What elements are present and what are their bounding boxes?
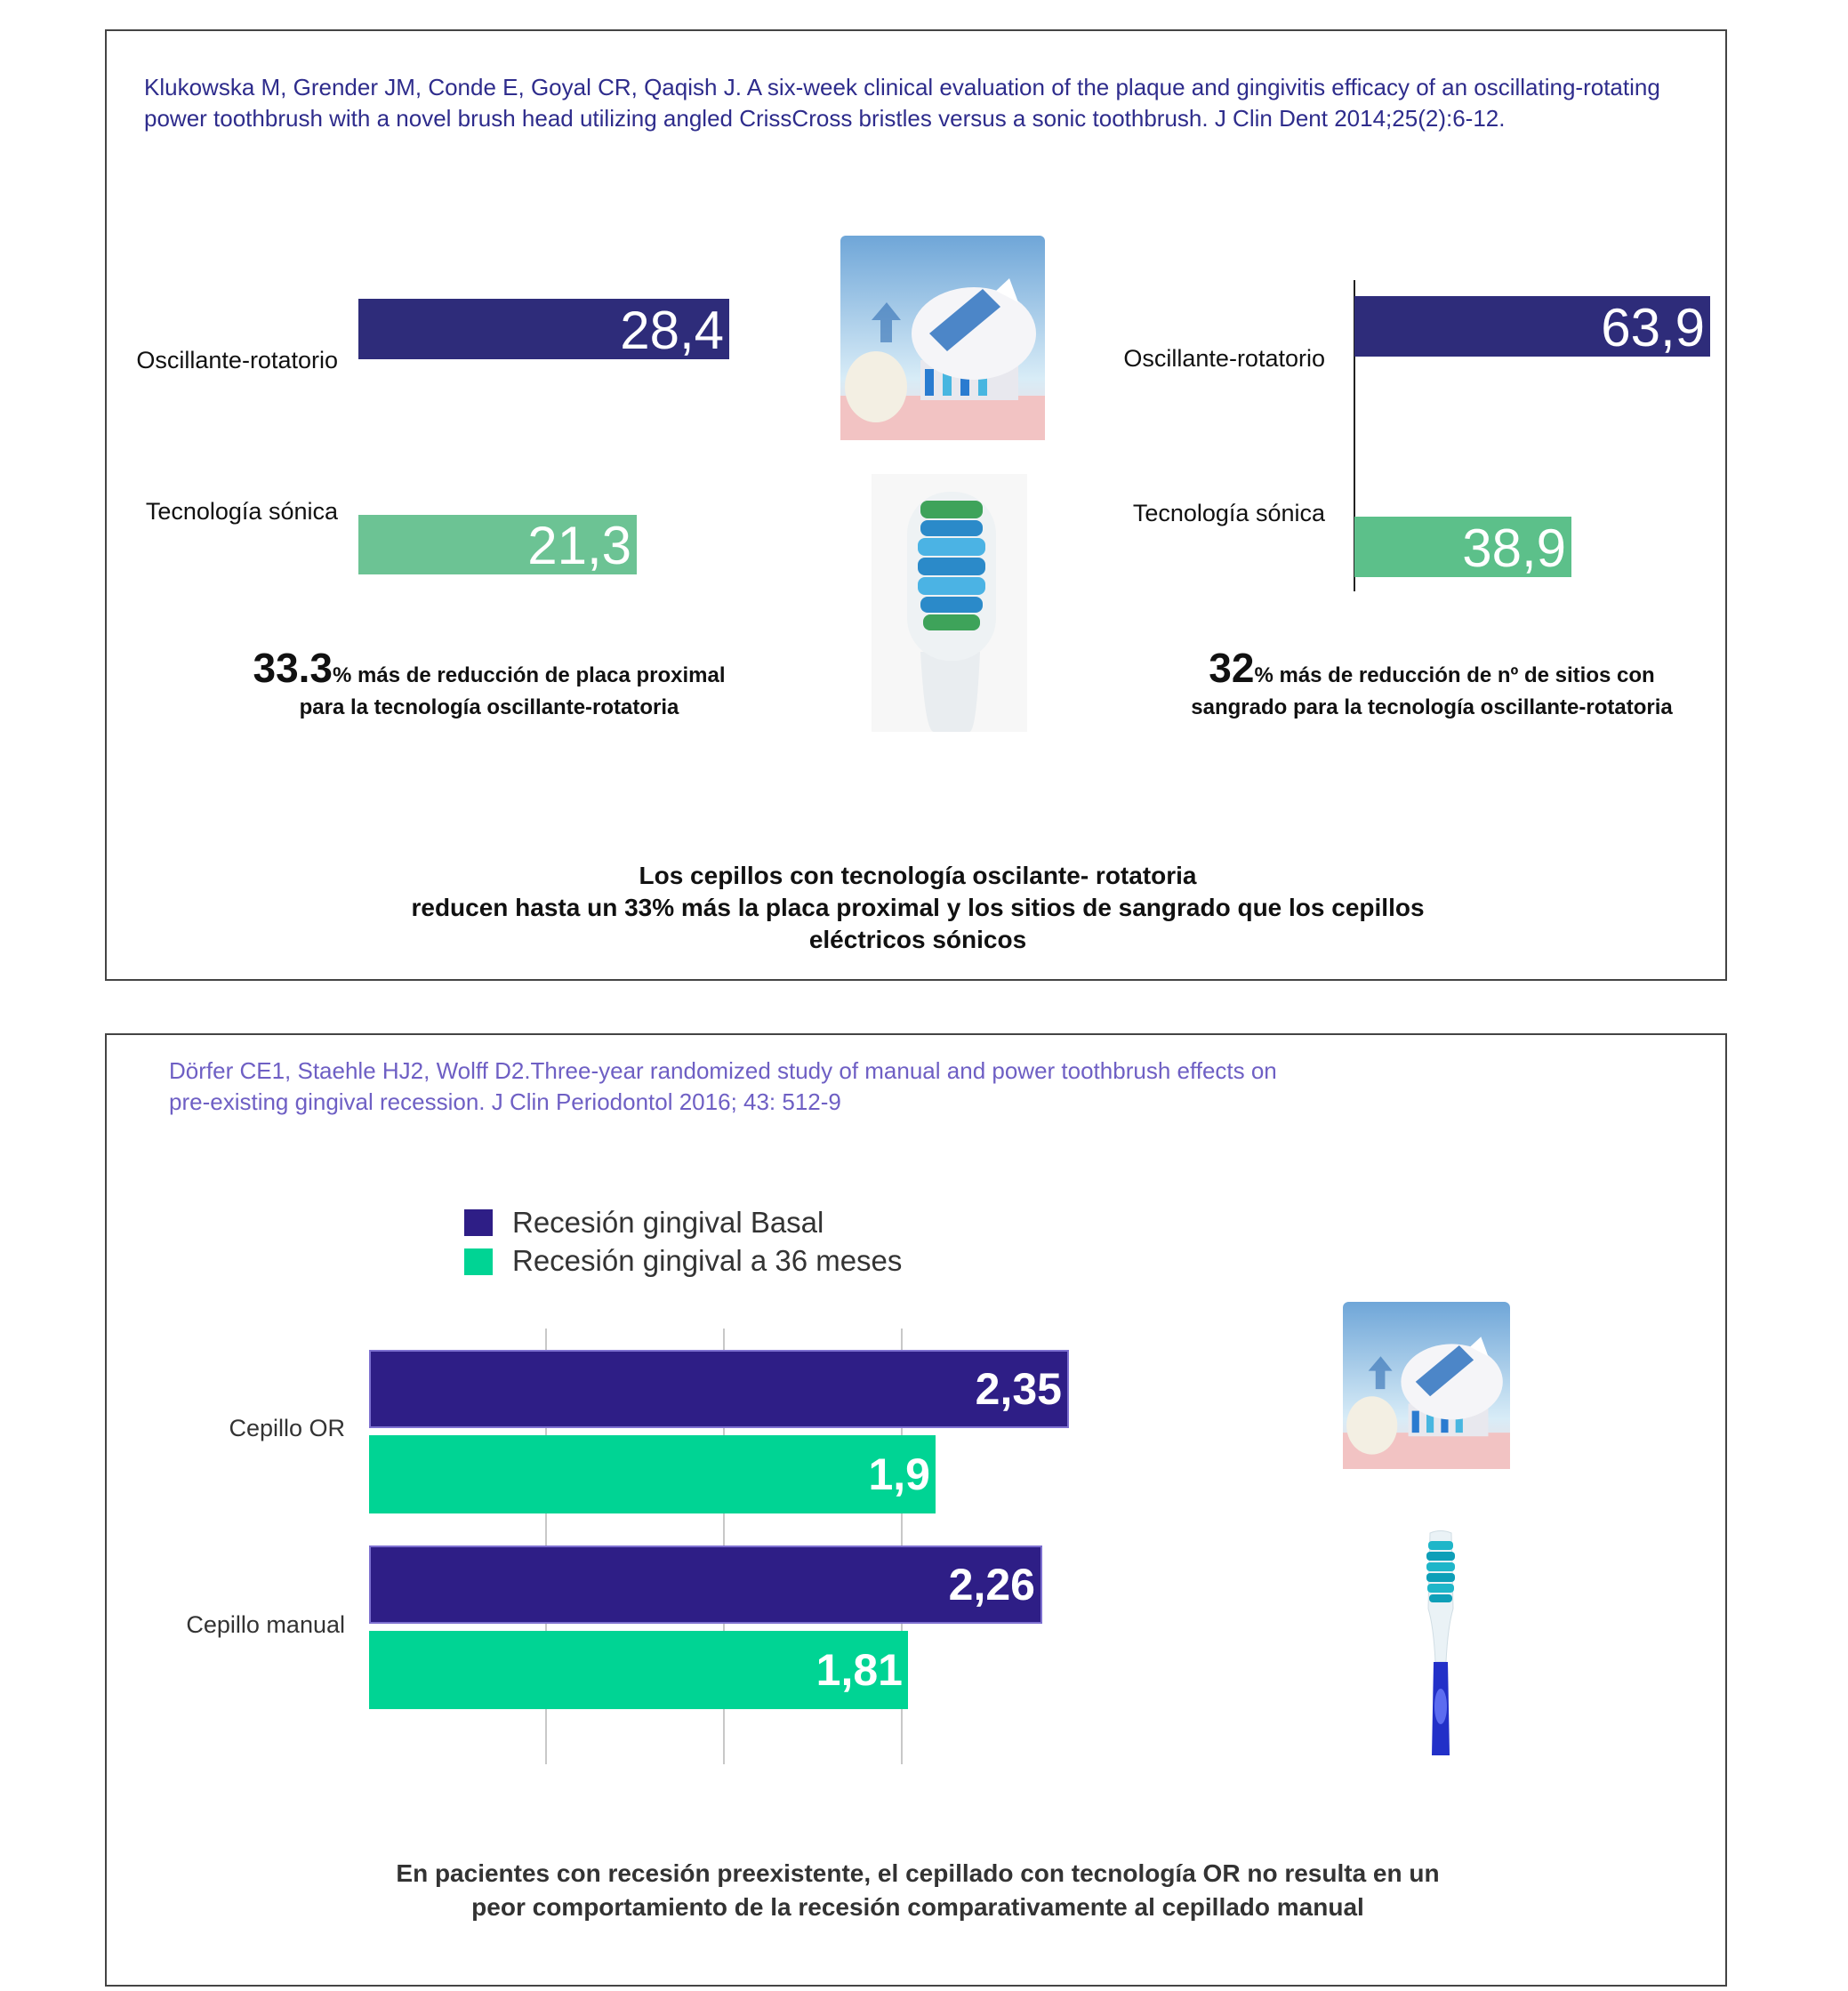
citation-line1: Dörfer CE1, Staehle HJ2, Wolff D2.Three-year randomized study of manual and power toothbrush effects on — [169, 1057, 1277, 1084]
citation-dorfer — [169, 1056, 1610, 1118]
legend-label-basal: Recesión gingival Basal — [512, 1206, 824, 1239]
bar-manual-basal — [369, 1545, 1042, 1624]
legend-swatch-basal — [464, 1209, 493, 1236]
bar-value-label: 38,9 — [1462, 518, 1566, 578]
bar-value-label: 1,81 — [816, 1645, 903, 1695]
study-panel-plaque — [105, 29, 1727, 981]
bar-or-36-months — [369, 1435, 936, 1513]
stat-text-line2: para la tecnología oscillante-rotatoria — [299, 695, 679, 719]
bar-bleeding-sonic — [1354, 517, 1571, 577]
toothbrush-brushing-teeth-image — [840, 236, 1045, 440]
bar-value-label: 63,9 — [1601, 298, 1705, 357]
stat-plaque-reduction — [169, 645, 809, 724]
bar-or-basal — [369, 1350, 1069, 1428]
stat-text-line2: sangrado para la tecnología oscillante-rotatoria — [1191, 695, 1673, 719]
conclusion-line2: reducen hasta un 33% más la placa proximal y los sitios de sangrado que los cepillos — [411, 894, 1425, 921]
conclusion-line3: eléctricos sónicos — [808, 926, 1027, 953]
category-label-sonic-left: Tecnología sónica — [145, 498, 338, 525]
bar-value-label: 21,3 — [527, 516, 631, 575]
conclusion-text — [107, 1857, 1729, 1924]
sonic-brush-head-image — [872, 474, 1027, 732]
bar-value-label: 2,35 — [975, 1364, 1062, 1414]
bar-bleeding-oscillating — [1354, 296, 1710, 357]
category-label-or-right: Oscillante-rotatorio — [1123, 345, 1325, 372]
bar-plaque-sonic — [358, 515, 637, 574]
stat-text-line1: % más de reducción de nº de sitios con — [1254, 663, 1655, 687]
stat-big-number: 33.3 — [253, 645, 333, 691]
category-label-cepillo-or: Cepillo OR — [229, 1415, 345, 1441]
bar-value-label: 28,4 — [620, 301, 724, 360]
legend-label-36-months: Recesión gingival a 36 meses — [512, 1244, 903, 1277]
stat-big-number: 32 — [1209, 645, 1255, 691]
study-panel-recession — [105, 1033, 1727, 1987]
stat-bleeding-reduction — [1147, 645, 1716, 724]
bar-value-label: 2,26 — [948, 1560, 1035, 1610]
conclusion-text — [107, 860, 1729, 956]
bar-value-label: 1,9 — [868, 1449, 930, 1499]
citation-klukowska: Klukowska M, Grender JM, Conde E, Goyal CR, Qaqish J. A six-week clinical evaluation of the plaque and gingivitis efficacy of an oscillating-rotating power toothbrush with a novel brush head utilizing angled CrissCross bristles versus a sonic toothbrush. J Clin Dent 2014;25(2):6-12. — [144, 74, 1660, 132]
toothbrush-brushing-teeth-image — [1343, 1302, 1510, 1469]
conclusion-line1: Los cepillos con tecnología oscilante- rotatoria — [639, 862, 1197, 889]
category-label-cepillo-manual: Cepillo manual — [186, 1611, 345, 1638]
category-label-or-left: Oscillante-rotatorio — [136, 347, 338, 373]
citation-line2: pre-existing gingival recession. J Clin Periodontol 2016; 43: 512-9 — [169, 1088, 841, 1115]
conclusion-line1: En pacientes con recesión preexistente, el cepillado con tecnología OR no resulta en un — [396, 1859, 1440, 1887]
legend-swatch-36-months — [464, 1248, 493, 1275]
bar-manual-36-months — [369, 1631, 908, 1709]
category-label-sonic-right: Tecnología sónica — [1132, 500, 1325, 526]
manual-toothbrush-image — [1414, 1529, 1467, 1760]
stat-text-line1: % más de reducción de placa proximal — [333, 663, 726, 687]
bar-plaque-oscillating — [358, 299, 729, 359]
conclusion-line2: peor comportamiento de la recesión comparativamente al cepillado manual — [471, 1893, 1364, 1921]
